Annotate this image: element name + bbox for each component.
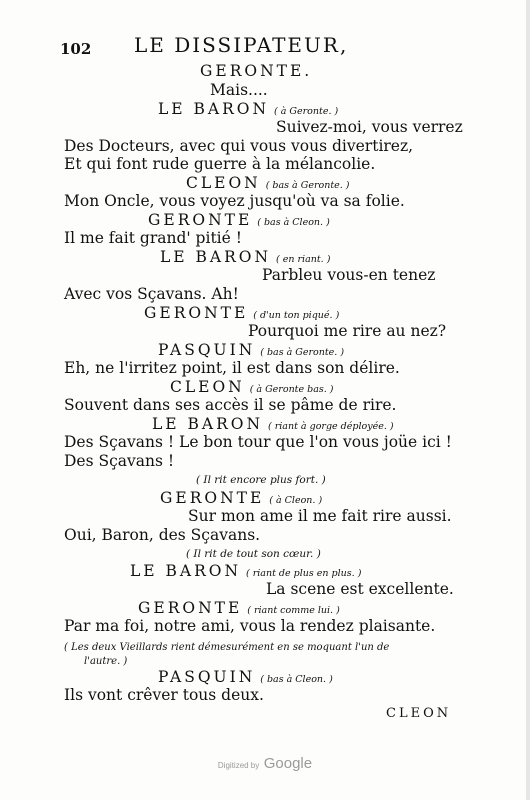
page-number: 102 xyxy=(60,40,92,58)
speaker-name: GERONTE xyxy=(144,304,249,322)
verse-line: Oui, Baron, des Sçavans. xyxy=(64,526,261,544)
verse-line: Parbleu vous-en tenez xyxy=(262,266,436,284)
running-title: LE DISSIPATEUR, xyxy=(134,33,349,57)
catchword: CLEON xyxy=(386,706,452,721)
verse-line: Et qui font rude guerre à la mélancolie. xyxy=(64,155,376,173)
stage-direction: ( bas à Cleon. ) xyxy=(257,217,330,228)
stage-direction: ( bas à Geronte. ) xyxy=(265,180,350,191)
speaker-name: LE BARON xyxy=(160,248,272,266)
stage-direction: ( à Geronte bas. ) xyxy=(249,384,334,395)
speaker-name: GERONTE xyxy=(148,211,253,229)
speaker-name: PASQUIN xyxy=(158,341,256,359)
speaker-name: LE BARON xyxy=(130,562,242,580)
speaker-name: CLEON xyxy=(186,174,261,192)
speaker-name: LE BARON xyxy=(158,100,270,118)
google-logo: Google xyxy=(263,755,313,772)
verse-line: Sur mon ame il me fait rire aussi. xyxy=(188,507,452,525)
verse-line: Il me fait grand' pitié ! xyxy=(64,229,242,247)
verse-line: Des Docteurs, avec qui vous vous divertirez, xyxy=(64,137,414,155)
stage-direction: ( en riant. ) xyxy=(276,254,331,265)
stage-direction: l'autre. ) xyxy=(84,656,128,667)
verse-line: Pourquoi me rire au nez? xyxy=(248,322,447,340)
verse-line: La scene est excellente. xyxy=(266,580,454,598)
digitized-by-label: Digitized by xyxy=(217,761,260,770)
stage-direction: ( riant à gorge déployée. ) xyxy=(268,421,394,432)
digitization-footer xyxy=(0,755,530,773)
verse-line: Par ma foi, notre ami, vous la rendez plaisante. xyxy=(64,617,436,635)
verse-line: Des Sçavans ! Le bon tour que l'on vous joüe ici ! xyxy=(64,433,452,451)
stage-direction: ( riant comme lui. ) xyxy=(247,605,340,616)
speaker-name: CLEON xyxy=(170,378,245,396)
verse-line: Souvent dans ses accès il se pâme de rire. xyxy=(64,396,397,414)
stage-direction: ( à Cleon. ) xyxy=(269,495,323,506)
verse-line: Suivez-moi, vous verrez xyxy=(276,118,463,136)
speaker-name: LE BARON xyxy=(152,415,264,433)
speaker-name: PASQUIN xyxy=(158,668,256,686)
speaker-name: GERONTE xyxy=(160,489,265,507)
stage-direction: ( à Geronte. ) xyxy=(274,106,339,117)
verse-line: Des Sçavans ! xyxy=(64,452,175,470)
verse-line: Eh, ne l'irritez point, il est dans son délire. xyxy=(64,359,400,377)
stage-direction: ( Les deux Vieillards rient démesurément en se moquant l'un de xyxy=(64,642,390,653)
stage-direction: ( d'un ton piqué. ) xyxy=(253,310,340,321)
speaker-name: GERONTE. xyxy=(200,62,313,80)
stage-direction: ( bas à Geronte. ) xyxy=(260,347,345,358)
verse-line: Ils vont crêver tous deux. xyxy=(64,686,264,704)
stage-direction: ( Il rit de tout son cœur. ) xyxy=(186,548,321,560)
page-edge-shadow xyxy=(526,0,530,800)
verse-line: Avec vos Sçavans. Ah! xyxy=(64,285,239,303)
stage-direction: ( Il rit encore plus fort. ) xyxy=(196,474,326,486)
stage-direction: ( bas à Cleon. ) xyxy=(260,674,333,685)
stage-direction: ( riant de plus en plus. ) xyxy=(246,568,362,579)
verse-line: Mais.... xyxy=(210,81,268,99)
verse-line: Mon Oncle, vous voyez jusqu'où va sa folie. xyxy=(64,192,405,210)
speaker-name: GERONTE xyxy=(138,599,243,617)
